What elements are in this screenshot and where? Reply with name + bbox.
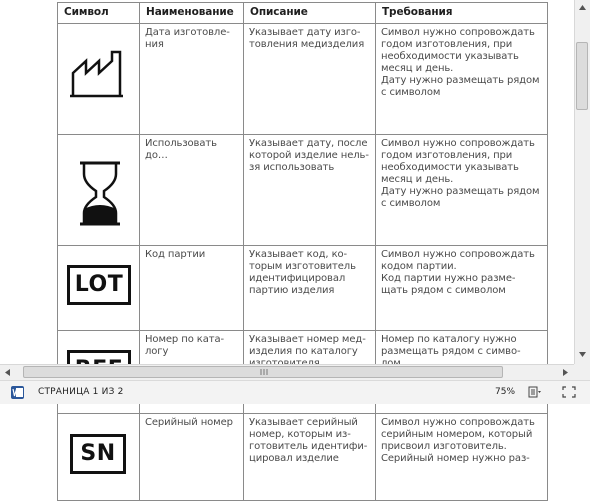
scroll-right-arrow-icon[interactable] <box>558 365 573 380</box>
name-cell: Серийный номер <box>140 414 244 501</box>
symbol-cell <box>58 414 140 501</box>
sn-symbol-icon: SN <box>70 434 126 474</box>
name-cell: Номер по ката- логу <box>140 331 244 414</box>
header-description: Описание <box>244 3 376 24</box>
read-mode-view-icon[interactable] <box>526 385 542 399</box>
name-cell: Код партии <box>140 246 244 331</box>
grip-icon <box>258 367 270 377</box>
description-cell: Указывает код, ко- торым изготовитель идентифицировал партию изделия <box>244 246 376 331</box>
lot-symbol-icon: LOT <box>67 265 131 305</box>
description-cell: Указывает серийный номер, которым из- готовитель идентифи- цировал изделие <box>244 414 376 501</box>
requirements-cell: Символ нужно сопровождать годом изготовления, при необходимости указывать месяц и день. Дату нужно размещать рядом с символом <box>376 135 548 246</box>
table-row <box>58 414 548 501</box>
page-counter[interactable]: СТРАНИЦА 1 ИЗ 2 <box>38 387 124 397</box>
requirements-cell: Символ нужно сопровождать годом изготовления, при необходимости указывать месяц и день. Дату нужно размещать рядом с символом <box>376 24 548 135</box>
status-bar <box>0 380 590 404</box>
scroll-down-arrow-icon[interactable] <box>575 347 590 362</box>
vertical-scroll-thumb[interactable] <box>576 42 588 110</box>
name-cell: Использовать до… <box>140 135 244 246</box>
description-cell: Указывает номер мед- изделия по каталогу <box>244 331 376 414</box>
vertical-scrollbar[interactable] <box>574 0 590 364</box>
word-document-icon[interactable] <box>11 386 24 399</box>
horizontal-scrollbar[interactable] <box>0 364 574 380</box>
scrollbar-corner <box>574 364 590 380</box>
header-requirements: Требования <box>376 3 548 24</box>
table-row <box>58 246 548 331</box>
symbol-cell <box>58 135 140 246</box>
symbol-cell <box>58 24 140 135</box>
symbols-table <box>57 2 548 501</box>
horizontal-scroll-thumb[interactable] <box>23 366 503 378</box>
description-cell: Указывает дату, после которой изделие нель- зя использовать <box>244 135 376 246</box>
header-name: Наименование <box>140 3 244 24</box>
table-row <box>58 135 548 246</box>
requirements-cell: Символ нужно сопровождать серийным номером, который присвоил изготовитель. Серийный номер нужно раз- <box>376 414 548 501</box>
table-row <box>58 24 548 135</box>
requirements-cell: Номер по каталогу нужно размещать рядом с симво- <box>376 331 548 414</box>
scroll-left-arrow-icon[interactable] <box>0 365 15 380</box>
zoom-level[interactable]: 75% <box>495 387 516 397</box>
symbol-cell <box>58 246 140 331</box>
description-cell: Указывает дату изго- товления медизделия <box>244 24 376 135</box>
name-cell: Дата изготовле- ния <box>140 24 244 135</box>
requirements-cell: Символ нужно сопровождать кодом партии. Код партии нужно разме- щать рядом с символом <box>376 246 548 331</box>
hourglass-icon <box>78 161 122 227</box>
header-symbol: Символ <box>58 3 140 24</box>
factory-icon <box>68 46 128 106</box>
table-header-row <box>58 3 548 24</box>
fit-page-view-icon[interactable] <box>561 385 577 399</box>
scroll-up-arrow-icon[interactable] <box>575 0 590 15</box>
